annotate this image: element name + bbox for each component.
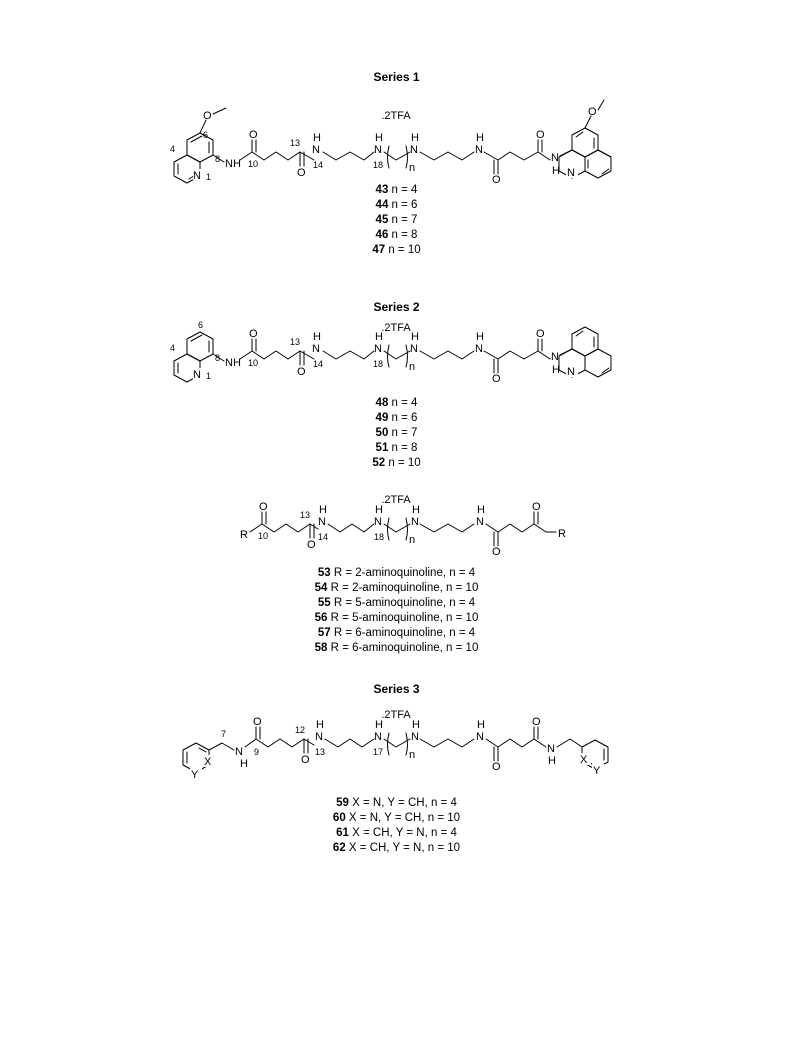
svg-text:.2TFA: .2TFA [381, 322, 411, 334]
svg-text:n: n [409, 534, 416, 546]
svg-text:N: N [312, 144, 320, 156]
svg-text:H: H [313, 331, 321, 343]
svg-text:N: N [312, 343, 320, 355]
svg-text:H: H [548, 755, 556, 767]
svg-text:H: H [476, 331, 484, 343]
svg-text:H: H [316, 719, 324, 731]
svg-text:H: H [552, 165, 560, 177]
svg-text:n: n [409, 749, 416, 761]
atom-X: X [204, 756, 212, 768]
svg-text:13: 13 [290, 337, 301, 347]
svg-text:N: N [374, 516, 382, 528]
svg-text:O: O [307, 539, 316, 551]
svg-text:17: 17 [373, 747, 384, 757]
svg-text:1: 1 [206, 371, 212, 381]
compound-row: 61 X = CH, Y = N, n = 4 [336, 827, 457, 839]
compound-row: 43 n = 4 [375, 184, 418, 196]
svg-text:O: O [536, 129, 545, 141]
svg-text:H: H [477, 504, 485, 516]
compound-row: 53 R = 2-aminoquinoline, n = 4 [317, 567, 476, 579]
atom-X: X [580, 754, 588, 766]
svg-text:H: H [412, 719, 420, 731]
svg-text:O: O [492, 761, 501, 773]
svg-text:N: N [475, 343, 483, 355]
svg-text:H: H [412, 504, 420, 516]
atom-Y: Y [191, 769, 199, 781]
series-2-structure [0, 312, 793, 397]
svg-text:10: 10 [258, 531, 269, 541]
svg-text:12: 12 [295, 725, 306, 735]
compound-row: 51 n = 8 [375, 442, 418, 454]
svg-text:N: N [476, 516, 484, 528]
svg-text:13: 13 [290, 138, 301, 148]
svg-text:N: N [547, 743, 555, 755]
svg-text:18: 18 [373, 359, 384, 369]
svg-text:H: H [476, 132, 484, 144]
svg-text:H: H [411, 331, 419, 343]
svg-text:8: 8 [215, 353, 221, 363]
series-3-title: Series 3 [373, 682, 420, 696]
series-1-compound-list [0, 183, 793, 258]
svg-text:O: O [253, 716, 262, 728]
svg-text:7: 7 [221, 729, 227, 739]
svg-text:N: N [551, 351, 559, 363]
svg-text:N: N [374, 731, 382, 743]
methoxy-oxygen: O [203, 110, 212, 122]
compound-row: 58 R = 6-aminoquinoline, n = 10 [314, 642, 479, 654]
compound-row: 60 X = N, Y = CH, n = 10 [332, 812, 461, 824]
series-3-structure [0, 700, 793, 790]
svg-text:14: 14 [313, 359, 324, 369]
svg-text:N: N [410, 144, 418, 156]
r-group-left: R [240, 529, 248, 541]
svg-text:O: O [297, 167, 306, 179]
svg-text:N: N [410, 343, 418, 355]
svg-text:NH: NH [225, 158, 241, 170]
svg-text:H: H [375, 719, 383, 731]
svg-text:N: N [374, 144, 382, 156]
compound-row: 44 n = 6 [375, 199, 418, 211]
series-3-compound-list [0, 796, 793, 856]
svg-text:O: O [492, 546, 501, 558]
compound-row: 47 n = 10 [372, 244, 421, 256]
svg-text:N: N [567, 366, 575, 378]
svg-text:14: 14 [318, 532, 329, 542]
compound-row: 56 R = 5-aminoquinoline, n = 10 [314, 612, 479, 624]
svg-text:H: H [375, 132, 383, 144]
compound-row: 57 R = 6-aminoquinoline, n = 4 [317, 627, 476, 639]
svg-text:H: H [240, 758, 248, 770]
compound-row: 52 n = 10 [372, 457, 421, 469]
svg-text:13: 13 [300, 510, 311, 520]
atom-Y: Y [593, 765, 601, 777]
svg-text:O: O [301, 754, 310, 766]
svg-text:H: H [313, 132, 321, 144]
series-1-structure [0, 80, 793, 190]
svg-text:4: 4 [170, 343, 176, 353]
svg-text:6: 6 [198, 320, 204, 330]
svg-text:O: O [532, 501, 541, 513]
svg-text:O: O [249, 328, 258, 340]
svg-text:H: H [477, 719, 485, 731]
svg-text:n: n [409, 361, 416, 373]
compound-row: 48 n = 4 [375, 397, 418, 409]
salt-label: .2TFA [381, 110, 411, 122]
svg-text:N: N [567, 167, 575, 179]
svg-text:1: 1 [206, 172, 212, 182]
svg-text:O: O [536, 328, 545, 340]
compound-row: 45 n = 7 [375, 214, 418, 226]
svg-text:10: 10 [248, 159, 259, 169]
svg-text:13: 13 [315, 747, 326, 757]
svg-text:N: N [411, 731, 419, 743]
svg-text:N: N [475, 144, 483, 156]
svg-text:O: O [532, 716, 541, 728]
compound-row: 62 X = CH, Y = N, n = 10 [332, 842, 461, 854]
svg-text:10: 10 [248, 358, 259, 368]
svg-text:14: 14 [313, 160, 324, 170]
series-2b-compound-list [0, 566, 793, 656]
svg-text:H: H [319, 504, 327, 516]
svg-text:N: N [193, 369, 201, 381]
compound-row: 59 X = N, Y = CH, n = 4 [336, 797, 457, 809]
svg-text:N: N [235, 746, 243, 758]
svg-text:N: N [476, 731, 484, 743]
svg-text:9: 9 [254, 747, 260, 757]
series-2b-structure [0, 485, 793, 565]
svg-text:H: H [375, 504, 383, 516]
svg-text:6: 6 [203, 130, 209, 140]
compound-row: 46 n = 8 [375, 229, 418, 241]
compound-row: 54 R = 2-aminoquinoline, n = 10 [314, 582, 479, 594]
compound-row: 49 n = 6 [375, 412, 418, 424]
svg-text:N: N [374, 343, 382, 355]
svg-text:O: O [249, 129, 258, 141]
svg-text:O: O [297, 366, 306, 378]
atom-N: N [193, 170, 201, 182]
svg-text:N: N [318, 516, 326, 528]
series-2-title: Series 2 [373, 300, 420, 314]
svg-text:O: O [259, 501, 268, 513]
compound-row: 55 R = 5-aminoquinoline, n = 4 [317, 597, 476, 609]
svg-text:H: H [552, 364, 560, 376]
svg-text:O: O [588, 106, 597, 118]
svg-text:N: N [551, 152, 559, 164]
svg-text:18: 18 [374, 532, 385, 542]
compound-row: 50 n = 7 [375, 427, 418, 439]
svg-text:NH: NH [225, 357, 241, 369]
svg-text:.2TFA: .2TFA [381, 709, 411, 721]
svg-text:N: N [315, 731, 323, 743]
svg-text:O: O [492, 373, 501, 385]
svg-text:n: n [409, 162, 416, 174]
svg-text:O: O [492, 174, 501, 186]
svg-text:N: N [411, 516, 419, 528]
svg-text:4: 4 [170, 144, 176, 154]
svg-text:8: 8 [215, 154, 221, 164]
svg-text:.2TFA: .2TFA [381, 494, 411, 506]
svg-text:18: 18 [373, 160, 384, 170]
svg-text:H: H [375, 331, 383, 343]
svg-text:H: H [411, 132, 419, 144]
series-2-compound-list [0, 396, 793, 471]
series-1-title: Series 1 [373, 70, 420, 84]
quinoline-right-pyridine-ring [585, 349, 611, 377]
r-group-right: R [558, 528, 566, 540]
